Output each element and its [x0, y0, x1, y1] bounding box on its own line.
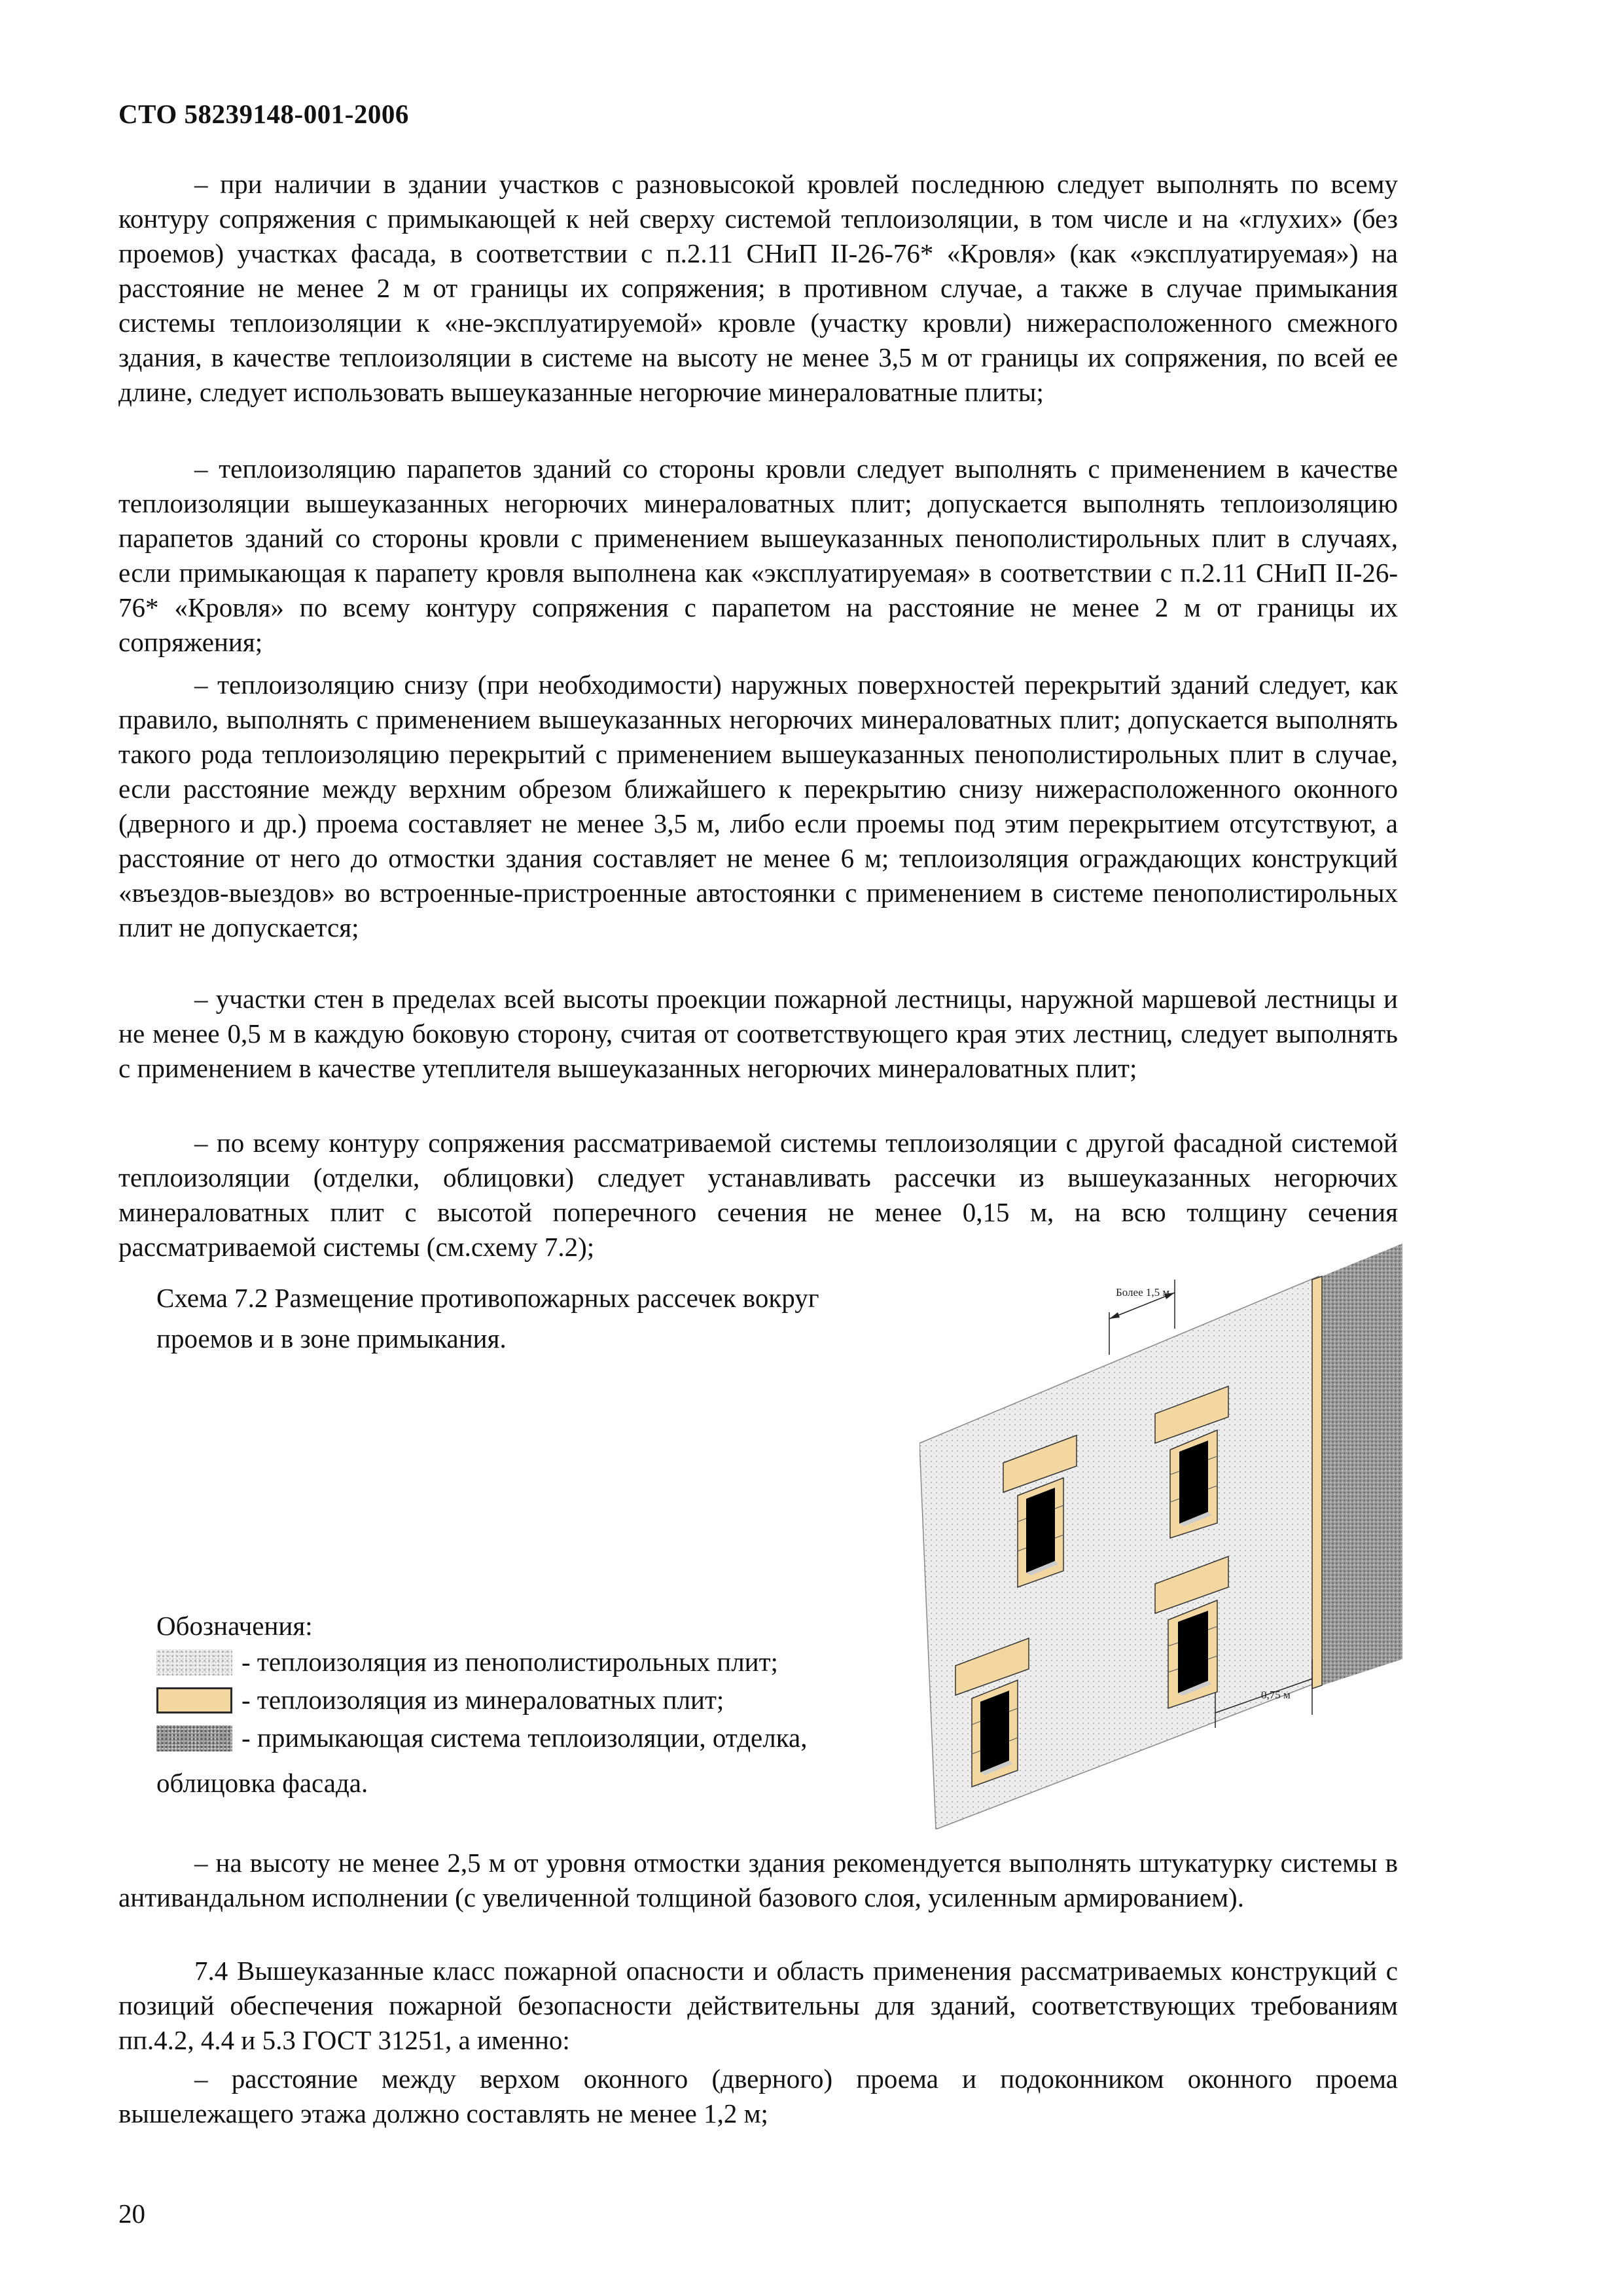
document-header: СТО 58239148-001-2006 [118, 99, 409, 129]
paragraph-roof-junction: – при наличии в здании участков с разновысокой кровлей последнюю следует выполнять по всему контуру сопряжения с примыкающей к ней сверху системой теплоизоляции, в том числе и на «глухих» (без проемов) участках фасада, в соответствии с п.2.11 СНиП II-26-76* «Кровля» (как «эксплуатируемая») на расстояние не менее 2 м от границы их сопряжения; в противном случае, а также в случае примыкания системы теплоизоляции к «не-эксплуатируемой» кровле (участку кровли) нижерасположенного смежного здания, в качестве теплоизоляции в системе на высоту не менее 3,5 м от границы их сопряжения, по всей ее длине, следует использовать вышеуказанные негорючие минераловатные плиты; [118, 169, 1398, 407]
figure-caption: Схема 7.2 Размещение противопожарных рассечек вокруг проемов и в зоне примыкания. [156, 1283, 819, 1354]
legend-item-mineral [156, 1683, 724, 1717]
legend-item-adjacent-label: - примыкающая система теплоизоляции, отделка, [241, 1723, 808, 1753]
legend-item-eps [156, 1645, 778, 1679]
adjacent-system-strip [1322, 1244, 1402, 1685]
adjacent-system-swatch [156, 1725, 232, 1751]
paragraph-fire-breaks: – по всему контуру сопряжения рассматриваемой системы теплоизоляции с другой фасадной системой теплоизоляции (отделки, облицовки) следует устанавливать рассечки из вышеуказанных негорючих минераловатных плит с высотой поперечного сечения не менее 0,15 м, на всю толщину сечения рассматриваемой системы (см.схему 7.2); [118, 1128, 1398, 1262]
paragraph-fire-stairs: – участки стен в пределах всей высоты проекции пожарной лестницы, наружной маршевой лестницы и не менее 0,5 м в каждую боковую сторону, считая от соответствующего края этих лестниц, следует выполнять с применением в качестве утеплителя вышеуказанных негорючих минераловатных плит; [118, 984, 1398, 1083]
paragraph-floor-underside: – теплоизоляцию снизу (при необходимости) наружных поверхностей перекрытий зданий следует, как правило, выполнять с применением вышеуказанных негорючих минераловатных плит; допускается выполнять такого рода теплоизоляцию перекрытий с применением вышеуказанных пенополистирольных плит в случае, если расстояние между верхним обрезом ближайшего к перекрытию снизу нижерасположенного оконного (дверного и др.) проема составляет не менее 3,5 м, либо если проемы под этим перекрытием отсутствуют, а расстояние от него до отмостки здания составляет не менее 6 м; теплоизоляция ограждающих конструкций «въездов-выездов» во встроенные-пристроенные автостоянки с применением в системе пенополистирольных плит не допускается; [118, 670, 1398, 942]
paragraph-window-distance: – расстояние между верхом оконного (дверного) проема и подоконником оконного проема вышележащего этажа должно составлять не менее 1,2 м; [118, 2064, 1398, 2128]
legend-item-eps-label: - теплоизоляция из пенополистирольных плит; [241, 1647, 778, 1677]
legend-title: Обозначения: [156, 1611, 313, 1641]
legend-item-mineral-label: - теплоизоляция из минераловатных плит; [241, 1685, 724, 1715]
eps-swatch [156, 1649, 232, 1676]
page-number: 20 [118, 2198, 145, 2229]
mineral-wool-swatch [156, 1687, 232, 1713]
dim-top-label: Более 1,5 м [1116, 1286, 1170, 1299]
paragraph-parapet: – теплоизоляцию парапетов зданий со стороны кровли следует выполнять с применением в качестве теплоизоляции вышеуказанных негорючих минераловатных плит; допускается выполнять теплоизоляцию парапетов зданий со стороны кровли с применением вышеуказанных пенополистирольных плит в случаях, если примыкающая к парапету кровля выполнена как «эксплуатируемая» в соответствии с п.2.11 СНиП II-26-76* «Кровля» по всему контуру сопряжения с парапетом на расстояние не менее 2 м от границы их сопряжения; [118, 454, 1398, 657]
legend-item-adjacent [156, 1721, 807, 1755]
junction-fire-break [1312, 1276, 1322, 1689]
paragraph-section-7-4: 7.4 Вышеуказанные класс пожарной опасности и область применения рассматриваемых конструкций с позиций обеспечения пожарной безопасности действительны для зданий, соответствующих требованиям пп.4.2, 4.4 и 5.3 ГОСТ 31251, а именно: [118, 1956, 1398, 2055]
paragraph-antivandal: – на высоту не менее 2,5 м от уровня отмостки здания рекомендуется выполнять штукатурку системы в антивандальном исполнении (с увеличенной толщиной базового слоя, усиленным армированием). [118, 1848, 1398, 1912]
fire-break-diagram [919, 1240, 1407, 1829]
legend-item-adjacent-cont: облицовка фасада. [156, 1768, 368, 1798]
dim-side-label: 0,75 м [1261, 1689, 1291, 1701]
